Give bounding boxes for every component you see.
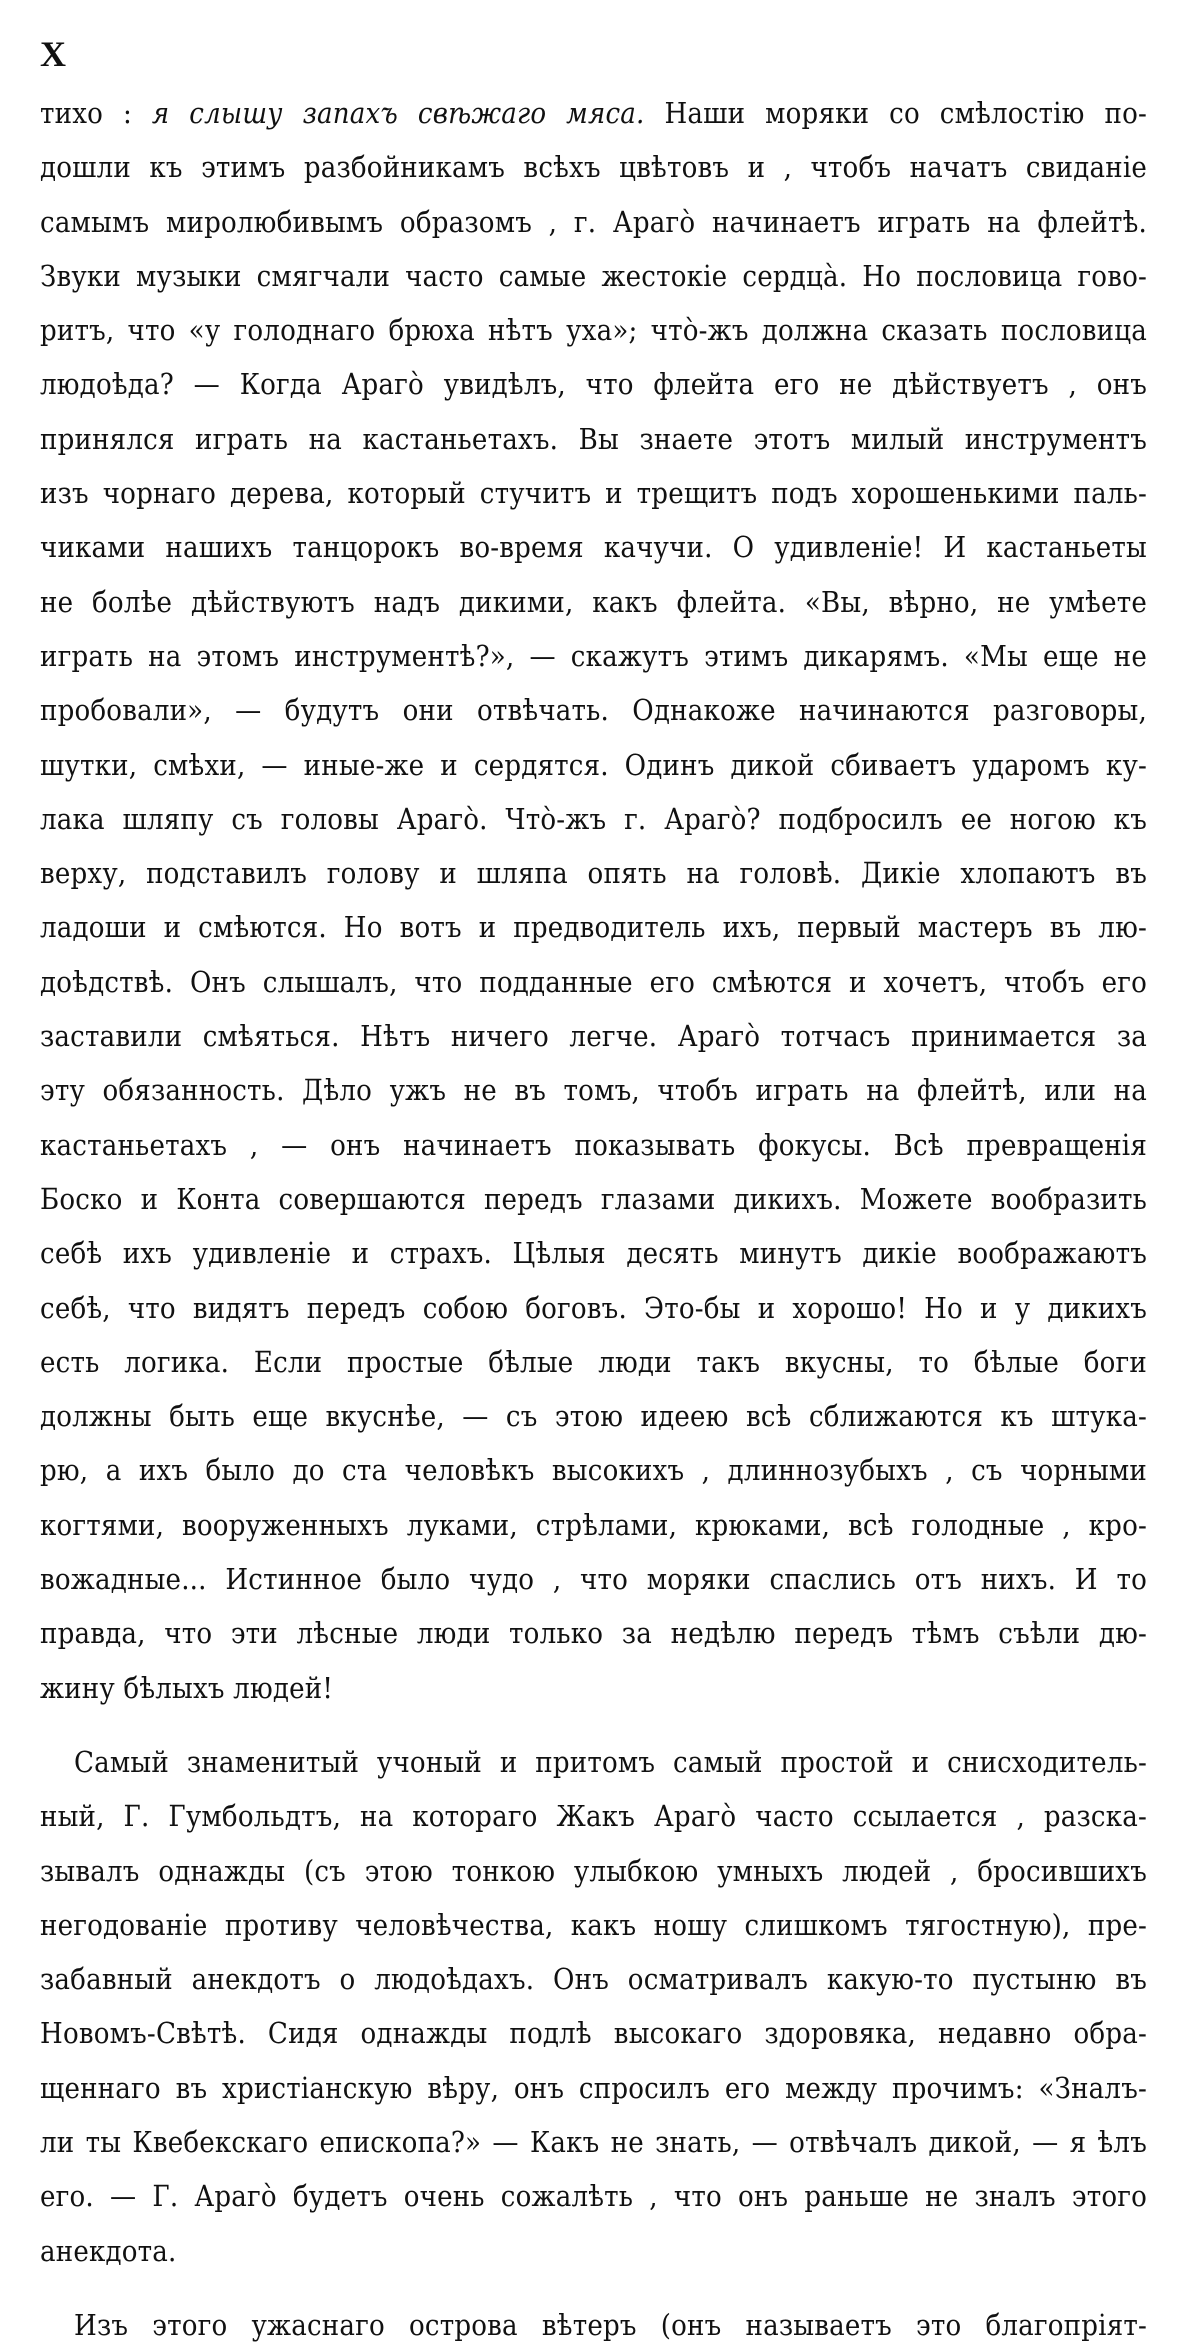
paragraph-gap — [40, 1715, 1147, 1735]
text-line: чиками нашихъ танцорокъ во-время качучи. О удивленіе! И кастаньеты — [40, 530, 1147, 565]
text-line: дошли къ этимъ разбойникамъ всѣхъ цвѣтовъ и , чтобъ начатъ свиданіе — [40, 150, 1147, 185]
text-line: шутки, смѣхи, — иные-же и сердятся. Одинъ дикой сбиваетъ ударомъ ку- — [40, 747, 1147, 782]
text-line: забавный анекдотъ о людоѣдахъ. Онъ осматривалъ какую-то пустыню въ — [40, 1962, 1147, 1997]
text-line: есть логика. Если простые бѣлые люди такъ вкусны, то бѣлые боги — [40, 1344, 1147, 1379]
text-line: Звуки музыки смягчали часто самые жестокіе сердца̀. Но пословица гово- — [40, 258, 1147, 293]
text-line: Изъ этого ужаснаго острова вѣтеръ (онъ называетъ это благопріят- — [74, 2307, 1147, 2342]
text-line: зывалъ однажды (съ этою тонкою улыбкою умныхъ людей , бросившихъ — [40, 1853, 1147, 1888]
text-line: принялся играть на кастаньетахъ. Вы знаете этотъ милый инструментъ — [40, 421, 1147, 456]
text-line: людоѣда? — Когда Араго̀ увидѣлъ, что флейта его не дѣйствуетъ , онъ — [40, 367, 1147, 402]
line-text: тихо : — [40, 96, 152, 130]
paragraph — [40, 2298, 1147, 2352]
text-line: ладоши и смѣются. Но вотъ и предводитель ихъ, первый мастеръ въ лю- — [40, 910, 1147, 945]
text-line: рю, а ихъ было до ста человѣкъ высокихъ , длиннозубыхъ , съ чорными — [40, 1453, 1147, 1488]
text-line: ли ты Квебекскаго епископа?» — Какъ не знать, — отвѣчалъ дикой, — я ѣлъ — [40, 2124, 1147, 2159]
text-line: ритъ, что «у голоднаго брюха нѣтъ уха»; что̀-жъ должна сказать пословица — [40, 313, 1147, 348]
text-line: негодованіе противу человѣчества, какъ ношу слишкомъ тягостную), пре- — [40, 1907, 1147, 1942]
text-line: Новомъ-Свѣтѣ. Сидя однажды подлѣ высокаго здоровяка, недавно обра- — [40, 2016, 1147, 2051]
text-line: пробовали», — будутъ они отвѣчать. Однакоже начинаются разговоры, — [40, 693, 1147, 728]
text-line: жину бѣлыхъ людей! — [40, 1670, 334, 1705]
text-line: заставили смѣяться. Нѣтъ ничего легче. Араго̀ тотчасъ принимается за — [40, 1019, 1147, 1054]
text-line: анекдота. — [40, 2233, 177, 2268]
body-text — [40, 86, 1147, 2352]
text-line: верху, подставилъ голову и шляпа опять на головѣ. Дикіе хлопаютъ въ — [40, 856, 1147, 891]
text-line: эту обязанность. Дѣло ужъ не въ томъ, чтобъ играть на флейтѣ, или на — [40, 1073, 1147, 1108]
italic-phrase: я слышу запахъ свѣжаго мяса. — [151, 96, 645, 130]
text-line: его. — Г. Араго̀ будетъ очень сожалѣть , что онъ раньше не зналъ этого — [40, 2179, 1147, 2214]
text-line: самымъ миролюбивымъ образомъ , г. Араго̀ начинаетъ играть на флейтѣ. — [40, 204, 1147, 239]
text-line: себѣ ихъ удивленіе и страхъ. Цѣлыя десять минутъ дикіе воображаютъ — [40, 1236, 1147, 1271]
page-number: X — [40, 34, 67, 74]
text-line: изъ чорнаго дерева, который стучитъ и трещитъ подъ хорошенькими паль- — [40, 476, 1147, 511]
text-line: правда, что эти лѣсные люди только за недѣлю передъ тѣмъ съѣли дю- — [40, 1616, 1147, 1651]
text-line: щеннаго въ христіанскую вѣру, онъ спросилъ его между прочимъ: «Зналъ- — [40, 2070, 1147, 2105]
text-line: Боско и Конта совершаются передъ глазами дикихъ. Можете вообразить — [40, 1181, 1147, 1216]
text-line — [40, 86, 1147, 140]
text-line: кастаньетахъ , — онъ начинаетъ показывать фокусы. Всѣ превращенія — [40, 1127, 1147, 1162]
text-line: не болѣе дѣйствуютъ надъ дикими, какъ флейта. «Вы, вѣрно, не умѣете — [40, 584, 1147, 619]
line-text: Наши моряки со смѣлостію по- — [644, 96, 1148, 130]
text-line: себѣ, что видятъ передъ собою боговъ. Это-бы и хорошо! Но и у дикихъ — [40, 1290, 1147, 1325]
paragraph-gap — [40, 2278, 1147, 2298]
text-line: играть на этомъ инструментѣ?», — скажутъ этимъ дикарямъ. «Мы еще не — [40, 638, 1147, 673]
text-line: ный, Г. Гумбольдтъ, на котораго Жакъ Араго̀ часто ссылается , разска- — [40, 1799, 1147, 1834]
paragraph — [40, 86, 1147, 1715]
text-line: доѣдствѣ. Онъ слышалъ, что подданные его смѣются и хочетъ, чтобъ его — [40, 964, 1147, 999]
text-line: должны быть еще вкуснѣе, — съ этою идеею всѣ сближаются къ штука- — [40, 1399, 1147, 1434]
text-line: Самый знаменитый учоный и притомъ самый простой и снисходитель- — [74, 1744, 1147, 1779]
text-line: когтями, вооруженныхъ луками, стрѣлами, крюками, всѣ голодные , кро- — [40, 1507, 1147, 1542]
text-line: вожадные... Истинное было чудо , что моряки спаслись отъ нихъ. И то — [40, 1562, 1147, 1597]
paragraph — [40, 1735, 1147, 2278]
text-line: лака шляпу съ головы Араго̀. Что̀-жъ г. Араго̀? подбросилъ ее ногою къ — [40, 801, 1147, 836]
book-page — [40, 34, 1148, 2342]
